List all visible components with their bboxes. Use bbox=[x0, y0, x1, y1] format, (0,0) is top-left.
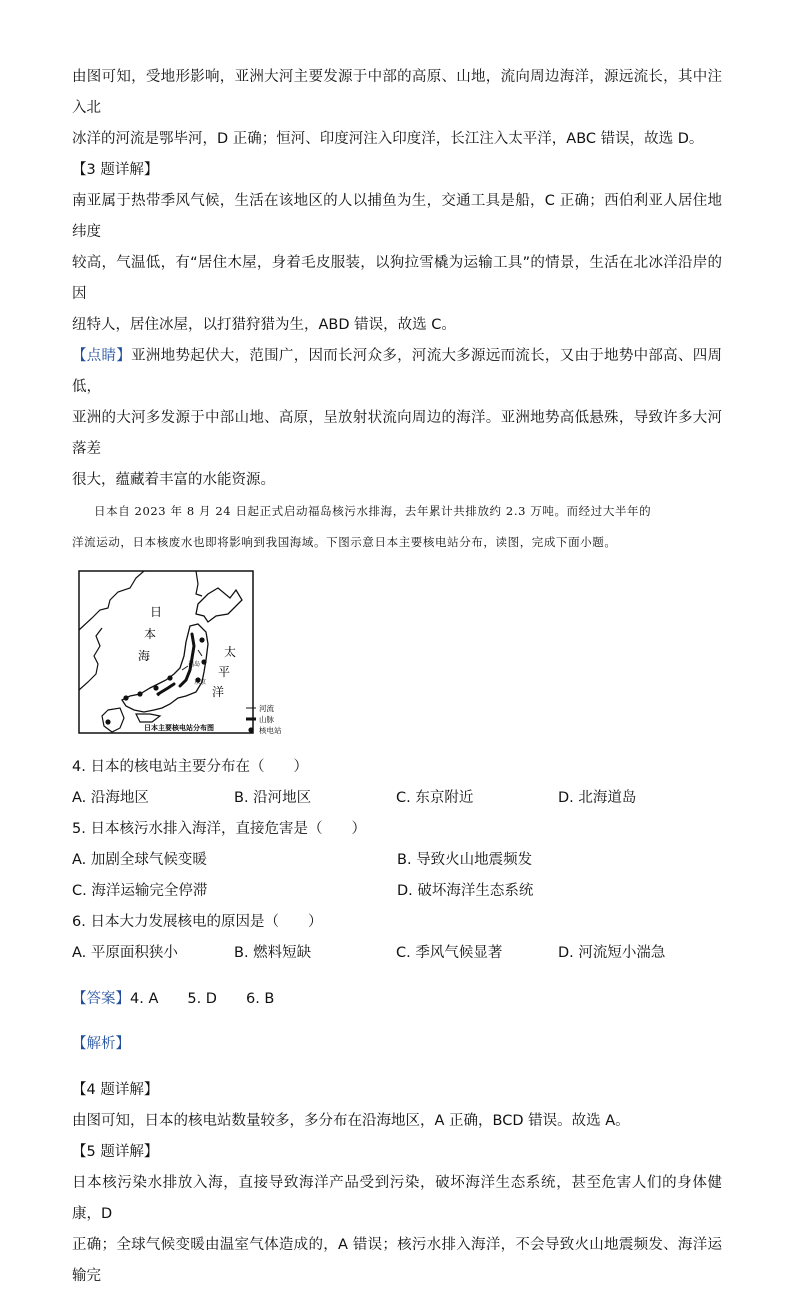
svg-text:平 bbox=[218, 665, 230, 679]
question-options bbox=[72, 845, 722, 876]
option-b: B. 导致火山地震频发 bbox=[397, 852, 533, 868]
svg-text:本 bbox=[144, 626, 156, 641]
tip-text: 亚洲地势起伏大，范围广，因而长河众多，河流大多源远而流长，又由于地势中部高、四周低， bbox=[72, 348, 723, 395]
question-stem: 4. 日本的核电站主要分布在（ ） bbox=[72, 759, 308, 775]
explanation-line: 南亚属于热带季风气候，生活在该地区的人以捕鱼为生，交通工具是船，C 正确；西伯利亚人居住地纬度 bbox=[72, 193, 722, 240]
answer-label: 【答案】 bbox=[72, 990, 130, 1007]
nuclear-plant-dot bbox=[167, 675, 172, 680]
label-tokyo: 东京 bbox=[194, 679, 207, 686]
explanation-line: 日本核污染水排放入海，直接导致海洋产品受到污染，破坏海洋生态系统，甚至危害人们的身体健康，D bbox=[72, 1174, 722, 1222]
option-a: A. 加剧全球气候变暖 bbox=[72, 852, 207, 868]
q4-detail-label: 【4 题详解】 bbox=[72, 1081, 159, 1098]
legend-river-label: 河流 bbox=[259, 704, 274, 713]
nuclear-plant-dot bbox=[123, 695, 128, 700]
map-label-char: 海 bbox=[138, 649, 151, 663]
question-options bbox=[72, 938, 722, 969]
option-c: C. 东京附近 bbox=[396, 790, 474, 806]
analysis-label: 【解析】 bbox=[72, 1036, 130, 1052]
passage-line: 日本自 2023 年 8 月 24 日起正式启动福岛核污水排海，去年累计共排放约 2.3 万吨。而经过大半年的 bbox=[94, 504, 652, 518]
option-b: B. 沿河地区 bbox=[234, 790, 312, 806]
map-label-char: 日 bbox=[150, 605, 163, 619]
question-options bbox=[72, 783, 722, 814]
explanation-line: 由图可知，受地形影响，亚洲大河主要发源于中部的高原、山地，流向周边海洋，源远流长，其中注入北 bbox=[72, 69, 722, 116]
option-c: C. 季风气候显著 bbox=[396, 945, 503, 961]
option-d: D. 破坏海洋生态系统 bbox=[397, 883, 534, 899]
map-graphic bbox=[78, 570, 328, 738]
option-b: B. 燃料短缺 bbox=[234, 945, 312, 961]
document-page bbox=[72, 62, 722, 1292]
nuclear-plant-dot bbox=[201, 659, 206, 664]
nuclear-plant-dot bbox=[137, 691, 142, 696]
q5-detail-label: 【5 题详解】 bbox=[72, 1143, 159, 1160]
explanation-line: 较高，气温低，有“居住木屋，身着毛皮服装，以狗拉雪橇为运输工具”的情景，生活在北冰洋沿岸的因 bbox=[72, 255, 722, 302]
map-label-char: 本 bbox=[144, 627, 157, 641]
question-stem: 5. 日本核污水排入海洋，直接危害是（ ） bbox=[72, 821, 366, 837]
svg-text:海 bbox=[138, 649, 150, 663]
nuclear-plant-dot bbox=[105, 719, 110, 724]
option-d: D. 河流短小湍急 bbox=[558, 945, 666, 961]
map-label-char: 洋 bbox=[212, 685, 225, 699]
japan-nuclear-map bbox=[78, 570, 328, 738]
label-fukushima: 福岛 bbox=[188, 661, 201, 668]
tip-paragraph bbox=[72, 341, 722, 403]
legend-plant-label: 核电站 bbox=[259, 726, 282, 735]
passage-line: 洋流运动，日本核废水也即将影响到我国海域。下图示意日本主要核电站分布，读图，完成下面小题。 bbox=[72, 535, 617, 549]
map-caption: 日本主要核电站分布图 bbox=[144, 724, 214, 732]
map-label-char: 平 bbox=[218, 665, 231, 679]
nuclear-plant-dot bbox=[199, 637, 204, 642]
map-label-char: 太 bbox=[224, 645, 237, 659]
legend-mountain-label: 山脉 bbox=[259, 715, 274, 724]
explanation-line: 正确；全球气候变暖由温室气体造成的，A 错误；核污水排入海洋，不会导致火山地震频发、海洋运输完 bbox=[72, 1236, 722, 1284]
answer-text: 4. A 5. D 6. B bbox=[130, 990, 275, 1007]
svg-text:洋 bbox=[212, 685, 224, 699]
nuclear-plant-dot bbox=[153, 685, 158, 690]
explanation-line: 很大，蕴藏着丰富的水能资源。 bbox=[72, 472, 275, 488]
explanation-line: 纽特人，居住冰屋，以打猎狩猎为生，ABD 错误，故选 C。 bbox=[72, 317, 456, 333]
legend-plant-symbol bbox=[248, 727, 253, 732]
question-stem: 6. 日本大力发展核电的原因是（ ） bbox=[72, 914, 323, 930]
option-a: A. 沿海地区 bbox=[72, 790, 149, 806]
option-d: D. 北海道岛 bbox=[558, 790, 637, 806]
label-pacific bbox=[224, 644, 236, 659]
explanation-line: 由图可知，日本的核电站数量较多，多分布在沿海地区，A 正确，BCD 错误。故选 A。 bbox=[72, 1112, 630, 1129]
option-c: C. 海洋运输完全停滞 bbox=[72, 883, 208, 899]
label-sea-japan bbox=[150, 605, 162, 619]
tip-label: 【点睛】 bbox=[72, 348, 132, 364]
explanation-line: 冰洋的河流是鄂毕河，D 正确；恒河、印度河注入印度洋，长江注入太平洋，ABC 错误，故选 D。 bbox=[72, 131, 704, 147]
option-a: A. 平原面积狭小 bbox=[72, 945, 178, 961]
q3-detail-label: 【3 题详解】 bbox=[72, 162, 159, 178]
answer-line bbox=[72, 984, 722, 1015]
question-options bbox=[72, 876, 722, 907]
explanation-line: 亚洲的大河多发源于中部山地、高原，呈放射状流向周边的海洋。亚洲地势高低悬殊，导致许多大河落差 bbox=[72, 410, 722, 457]
